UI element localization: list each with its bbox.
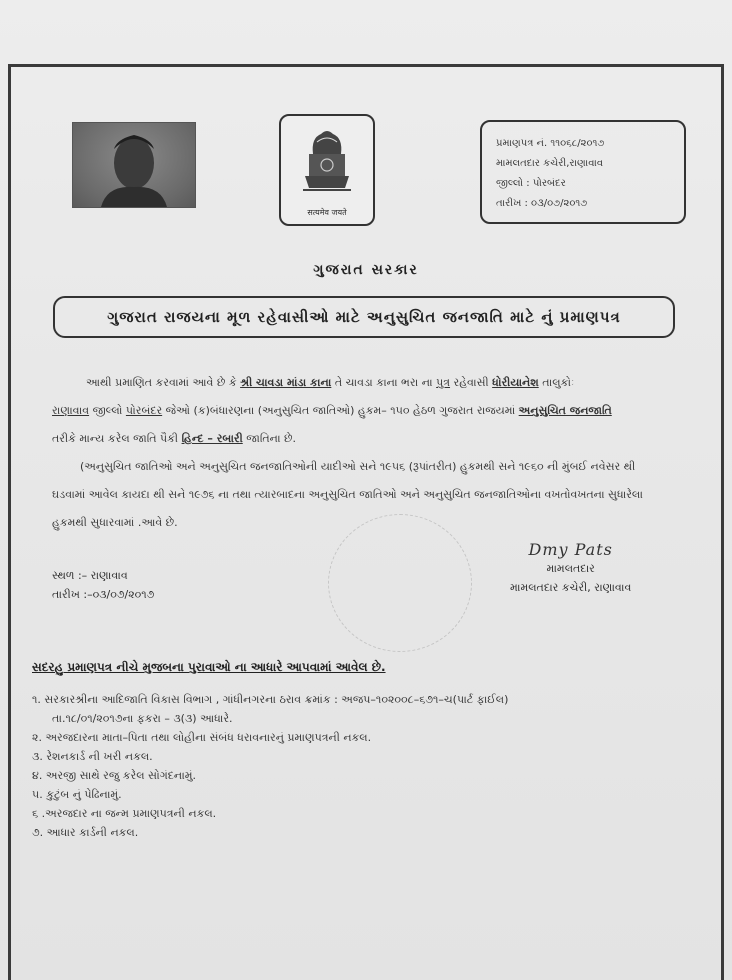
office-seal — [328, 514, 472, 652]
list-item: ૩. રેશનકાર્ડ ની ખરી નકલ. — [32, 750, 153, 763]
list-item: ૫. કુટુંબ નું પેઢિનામું. — [32, 788, 122, 801]
body-line-4: (અનુસુચિત જાતિઓ અને અનુસુચિત જનજાતિઓની યાદીઓ સને ૧૯૫૬ (રૂપાંતરીત) હુકમથી સને ૧૯૬૦ ની મુંબઈ નવેસર થી — [80, 460, 636, 473]
place-date — [52, 566, 154, 604]
issue-date: તારીખ : ૦૩/૦૭/૨૦૧૭ — [496, 198, 588, 209]
body-line-5: ઘડવામાં આવેલ કાયદા થી સને ૧૯૭૬ ના તથા ત્યારબાદના અનુસુચિત જાતિઓ અને અનુસુચિત જનજાતિઓના વખતોવખતના સુધારેલા — [52, 488, 643, 501]
reference-box — [480, 120, 686, 224]
signature: Dmy Pats — [528, 540, 613, 559]
certificate-number: પ્રમાણપત્ર નં. ૧૧૦૬૮/૨૦૧૭ — [496, 138, 605, 149]
certificate-heading: ગુજરાત રાજયના મૂળ રહેવાસીઓ માટે અનુસુચિત જનજાતિ માટે નું પ્રમાણપત્ર — [53, 296, 675, 338]
holder-name: શ્રી ચાવડા માંડા કાના — [240, 376, 332, 389]
applicant-photo — [72, 122, 196, 208]
list-item: ૭. આધાર કાર્ડની નકલ. — [32, 826, 139, 839]
district-name: પોરબંદર — [125, 404, 163, 417]
body-line-1: આથી પ્રમાણિત કરવામાં આવે છે કે શ્રી ચાવડા માંડા કાના તે ચાવડા કાના ભરા ના પુત્ર રહેવાસી ધોરીયાનેશ તાલુકોઃ — [86, 376, 575, 389]
district: જીલ્લો : પોરબંદર — [496, 178, 566, 189]
issuing-office: મામલતદાર કચેરી,રાણાવાવ — [496, 158, 604, 169]
signatory-block — [510, 540, 631, 597]
list-item: ૧. સરકારશ્રીના આદિજાતિ વિકાસ વિભાગ , ગાંધીનગરના ઠરાવ ક્રમાંક : અજપ–૧૦૨૦૦૮–૬૭૧–ચ(પાર્ટ ફાઈલ) — [32, 693, 509, 706]
signatory-title: મામલતદાર — [546, 562, 595, 575]
government-title: ગુજરાત સરકાર — [313, 262, 419, 278]
emblem-motto: सत्यमेव जयते — [307, 208, 347, 217]
state-emblem — [279, 114, 375, 226]
body-line-2: રાણાવાવ જીલ્લો પોરબંદર જેઓ (ક)બંધારણના (અનુસુચિત જાતિઓ) હુકમ– ૧૫૦ હેઠળ ગુજરાત રાજયમાં અનુસુચિત જનજાતિ — [52, 404, 612, 417]
documents-list — [32, 690, 508, 842]
body-line-3: તરીકે માન્ય કરેલ જાતિ પૈકી હિન્દ – રબારી જાતિના છે. — [52, 432, 297, 445]
place: સ્થળ :– રાણાવાવ — [52, 569, 128, 582]
list-item: ૬ .અરજદાર ના જન્મ પ્રમાણપત્રની નકલ. — [32, 807, 217, 820]
body-line-6: હુકમથી સુધારવામાં .આવે છે. — [52, 516, 178, 529]
list-item: ૪. અરજી સાથે રજુ કરેલ સોગંદનામું. — [32, 769, 197, 782]
date: તારીખ :–૦૩/૦૭/૨૦૧૭ — [52, 588, 155, 601]
taluka: રાણાવાવ — [52, 404, 90, 417]
ashoka-lion-icon — [299, 124, 355, 202]
signatory-office: મામલતદાર કચેરી, રાણાવાવ — [510, 581, 632, 594]
village: ધોરીયાનેશ — [492, 376, 539, 389]
caste: હિન્દ – રબારી — [181, 432, 243, 445]
documents-heading: સદરહુ પ્રમાણપત્ર નીચે મુજબના પુરાવાઓ ના આધારે આપવામાં આવેલ છે. — [32, 660, 386, 674]
list-item: ૨. અરજદારના માતા–પિતા તથા લોહીના સંબંધ ધરાવનારનું પ્રમાણપત્રની નકલ. — [32, 731, 372, 744]
list-item: તા.૧૮/૦૧/૨૦૧૭ના ફકરા – ૩(૩) આધારે. — [52, 712, 233, 725]
